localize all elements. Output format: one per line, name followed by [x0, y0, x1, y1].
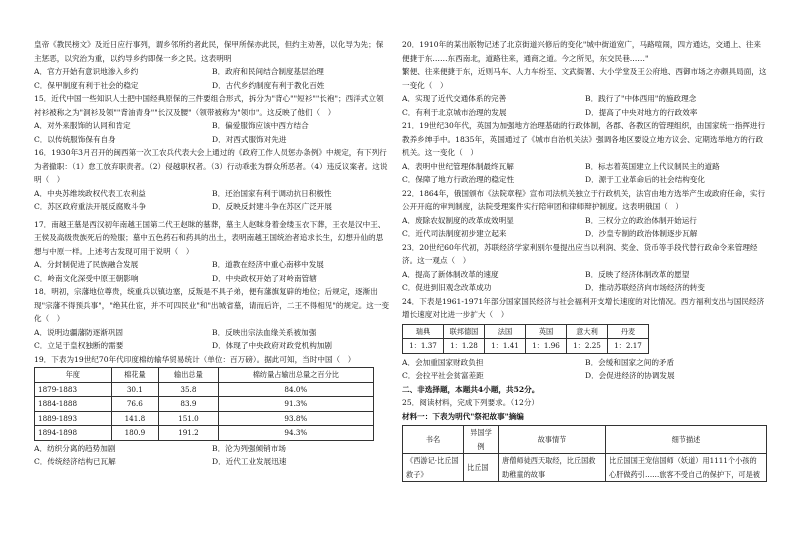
question-25-stem: 25．阅读材料，完成下列要求。（12分） [402, 398, 540, 407]
table-header-cell: 细节描述 [606, 426, 767, 454]
table-cell: 30.1 [111, 382, 159, 397]
question-23-options [402, 268, 768, 295]
table-cell: 151.0 [159, 411, 219, 426]
table-header-cell: 法国 [485, 324, 526, 339]
question-14-stem: 皇帝《教民榜文》及近日应行事列，谓乡邻所约者此民，保甲所保亦此民，但约主劝善，以化导为先；保主惩恶，以究治为重，以约导乡约即保一乡之民。这表明明 [34, 40, 384, 63]
table-cell: 1：1.37 [403, 339, 444, 354]
option-b[interactable]: B．沦为列强倾销市场 [212, 443, 286, 453]
option-c[interactable]: C．促进到旧观念改革成功 [402, 283, 492, 292]
option-c[interactable]: C．保障了地方行政治理的稳定性 [402, 175, 515, 184]
option-a[interactable]: A．官方开始有意识地渗入乡约 [34, 67, 139, 76]
option-d[interactable]: D．体现了中央政府对政党机构加剧 [212, 341, 332, 350]
table-header-cell: 英国 [526, 324, 567, 339]
table-header-cell: 年度 [35, 368, 112, 383]
welfare-ratio-table [402, 324, 649, 354]
table-cell: 91.3% [218, 397, 373, 412]
left-column [34, 38, 390, 469]
table-cell: 比丘国国王宠信国师（妖道）用1111个小孩的心肝做药引……旅客不受自己的保护下，可是被 [606, 454, 767, 482]
table-cell: 35.8 [159, 382, 219, 397]
option-d[interactable]: D．近代工业发展迅速 [212, 457, 287, 466]
question-21-options [402, 160, 768, 187]
option-c[interactable]: C．会拉平社会贫富差距 [402, 371, 484, 380]
option-b[interactable]: B．还治国家有利于调动抗日积极性 [212, 188, 332, 198]
table-row [35, 426, 374, 441]
table-header-cell: 丹麦 [608, 324, 649, 339]
table-cell: 93.8% [218, 411, 373, 426]
option-b[interactable]: B．反映出宗法血缘关系被加强 [212, 327, 317, 337]
option-c[interactable]: C．苏区政府重法开展反腐败斗争 [34, 202, 147, 211]
option-c[interactable]: C．立足于皇权独断的需要 [34, 341, 124, 350]
table-cell: 1：1.96 [526, 339, 567, 354]
question-19-options [34, 442, 390, 469]
table-cell: 比丘国 [464, 454, 499, 482]
option-a[interactable]: A．分封制促进了民族融合发展 [34, 260, 139, 269]
option-d[interactable]: D．古代乡约制度有利于教化百姓 [212, 80, 325, 90]
table-cell: 84.0% [218, 382, 373, 397]
table-row [35, 382, 374, 397]
question-19-stem: 19．下表为19世纪70年代印度棉纺输华贸易统计（单位：百万磅）。据此可知，当时中国（ ） [34, 354, 356, 364]
table-cell: 76.6 [111, 397, 159, 412]
table-cell: 191.2 [159, 426, 219, 441]
table-header-cell: 异国学例 [464, 426, 499, 454]
table-header-cell: 意大利 [567, 324, 608, 339]
right-column [402, 38, 768, 482]
table-row [35, 411, 374, 426]
option-d[interactable]: D．中央政权开始了对岭南管辖 [212, 273, 317, 283]
question-20-stem-continued: 繁便、往来便捷于东，近则马车、人力车纷至、文武衙署、大小学堂及王公府地、西御市场之亦颇具局面，这一变化（ ） [402, 67, 767, 90]
table-header-cell: 棉纺量占输出总量之百分比 [218, 368, 373, 383]
material-table [402, 425, 767, 482]
question-23-stem: 23．20世纪60年代初，苏联经济学家利别尔曼提出应当以利润、奖金、货币等手段代替行政命令来管理经济。这一观点（ ） [402, 242, 758, 265]
option-a[interactable]: A．提高了新体制改革的速度 [402, 269, 499, 279]
option-d[interactable]: D．会促进经济的协调发展 [585, 371, 675, 380]
question-21-stem: 21．19世纪30年代，英国为加强地方治理基础的行政体制，各郡、各教区的管理组织，由国家统一指挥进行教养乡绅手中。1835年，英国通过了《城市自治机关法》强调各地区要设立地方议会、定期选举地方的行政机关。这一变化（ ） [402, 121, 766, 157]
question-15-options [34, 119, 390, 146]
table-header-cell: 联邦德国 [444, 324, 485, 339]
table-cell: 1：1.41 [485, 339, 526, 354]
table-header-row [403, 324, 649, 339]
table-cell: 1：1.28 [444, 339, 485, 354]
table-row [35, 397, 374, 412]
table-row [403, 454, 767, 482]
question-24-stem: 24．下表是1961-1971年部分国家国民经济与社会福利开支增长速度的对比情况。西方福利支出与国民经济增长速度对比进一步扩大（ ） [402, 296, 765, 319]
option-a[interactable]: A．说明边疆藩防逐渐巩固 [34, 327, 124, 337]
question-14-options [34, 65, 390, 92]
option-a[interactable]: A．中央苏维埃政权代表工农利益 [34, 188, 146, 198]
option-a[interactable]: A．表明中世纪管理体制最终瓦解 [402, 161, 514, 171]
question-17-stem: 17．南越王墓是西汉初年南越王国第二代王赵眜的墓葬，墓主人赵眜身着金缕玉衣下葬，王衣是汉中王、王侯及高级贵族死后的殓服；墓中五色药石和药具的出土，表明南越王国统治者追求长生，幻想升仙的思想与中原一样。上述考古发现可用于说明（ ） [34, 219, 386, 256]
question-16-options [34, 187, 390, 214]
option-d[interactable]: D．推动苏联经济向市场经济的转变 [585, 283, 705, 292]
table-cell: 94.3% [218, 426, 373, 441]
option-b[interactable]: B．践行了"中体西用"的施政理念 [585, 94, 697, 103]
table-cell: 1：2.17 [608, 339, 649, 354]
table-header-row [35, 368, 374, 383]
option-d[interactable]: D．源于工业革命后的社会结构变化 [585, 175, 705, 184]
table-cell: 1879-1883 [35, 382, 112, 397]
option-a[interactable]: A．纺织分离的趋势加剧 [34, 443, 116, 453]
table-cell: 180.9 [111, 426, 159, 441]
option-b[interactable]: B．反映了经济体制改革的愿望 [585, 269, 690, 279]
question-16-stem: 16．1930年3月召开的闽西第一次工农兵代表大会上通过的《政府工作人员惩办条例》中规定，有下列行为者撤职：（1）怠工放弃职责者。（2）侵越职权者。（3）行动乖张为群众所恶者。（4）违反议案者。这说明（ ） [34, 148, 388, 184]
table-header-cell: 书名 [403, 426, 464, 454]
table-cell: 1884-1888 [35, 397, 112, 412]
trade-table [34, 367, 374, 441]
option-c[interactable]: C．岭南文化深受中原王朝影响 [34, 273, 139, 283]
table-header-cell: 输出总量 [159, 368, 219, 383]
option-a[interactable]: A．会加重国家财政负担 [402, 357, 484, 367]
question-17-options [34, 258, 390, 285]
option-c[interactable]: C．传统经济结构已瓦解 [34, 457, 116, 466]
question-22-stem: 22．1864年，俄国颁布《法院章程》宣布司法机关独立于行政机关，法官由地方选举产生或政府任命，实行公开开庭的审判制度，法院受理案件实行陪审团和律师辩护制度。这表明俄国（ ） [402, 188, 766, 211]
option-b[interactable]: B．偏爱服饰应该中西方结合 [212, 121, 309, 130]
section-heading: 二、非选择题，本题共4小题，共52分。 [402, 384, 540, 394]
option-b[interactable]: B．道教在经济中重心南移中发展 [212, 260, 324, 269]
option-b[interactable]: B．三权分立的政治体制开始运行 [585, 215, 697, 225]
table-header-row [403, 426, 767, 454]
material-heading: 材料一：下表为明代"祭祀故事"摘编 [402, 411, 524, 421]
question-15-stem: 15．近代中国一些知识人士把中国经典原保的三件要组合形式，拆分为"背心""短衫""长袍"；西洋式立领衬衫被称之为"洞衫及领""背油青身""长汉及腰"（领带被称为"领巾"。这反映了他们（ ） [34, 94, 384, 117]
option-a[interactable]: A．废除农奴制度的改革成效明显 [402, 215, 514, 225]
option-d[interactable]: D．对西式服饰对先进 [212, 134, 287, 144]
question-20-stem: 20．1910年的某出版物记述了北京街道兴修后的变化"城中街道宽广，马路喧闹，四方通达，交通上、往来便捷于东……东西南北，道路往来，通商之道。今之所见，东交民巷……" [402, 40, 762, 63]
table-cell: 1889-1893 [35, 411, 112, 426]
table-cell: 唐僧师徒西天取经，比丘国救助稚童的故事 [499, 454, 606, 482]
table-cell: 1894-1898 [35, 426, 112, 441]
question-20-options [402, 92, 768, 119]
option-a[interactable]: A．对外来服饰的认同和肯定 [34, 121, 131, 130]
table-header-cell: 瑞典 [403, 324, 444, 339]
table-cell: 1：2.25 [567, 339, 608, 354]
question-18-stem: 18．明初，宗藩地位尊贵，统重兵以镇边塞，反叛是不具子弟，便有藩旗复辟的地位；后规定，逐渐出现"宗藩不得预兵事"，"绝其仕宦，并不可四民业"和"出城省墓，请而后许，二王不得相见"的规定。这一变化（ ） [34, 287, 390, 323]
option-b[interactable]: B．会缓和国家之间的矛盾 [585, 357, 675, 367]
option-c[interactable]: C．以传统服饰保有自身 [34, 134, 116, 144]
option-d[interactable]: D．沙皇专制的政治体制逐步瓦解 [585, 229, 698, 238]
question-24-options [402, 356, 768, 383]
question-18-options [34, 326, 390, 353]
table-cell: 141.8 [111, 411, 159, 426]
table-cell: 83.9 [159, 397, 219, 412]
option-d[interactable]: D．提高了中央对地方的行政效率 [585, 107, 698, 117]
question-22-options [402, 214, 768, 241]
option-c[interactable]: C．保甲制度有利于社会的稳定 [34, 80, 139, 90]
table-header-cell: 棉花量 [111, 368, 159, 383]
option-a[interactable]: A．实现了近代交通体系的完善 [402, 94, 507, 103]
option-b[interactable]: B．政府和民间结合制度基层治理 [212, 67, 324, 76]
option-d[interactable]: D．反映反封建斗争在苏区广泛开展 [212, 202, 332, 211]
table-header-cell: 故事情节 [499, 426, 606, 454]
table-row [403, 339, 649, 354]
table-cell: 《西游记·比丘国救子》 [403, 454, 464, 482]
option-b[interactable]: B．标志着英国建立上代议制民主的道路 [585, 161, 720, 171]
option-c[interactable]: C．近代司法制度初步建立起来 [402, 229, 507, 238]
option-c[interactable]: C．有利于北京城市治理的发展 [402, 107, 507, 117]
